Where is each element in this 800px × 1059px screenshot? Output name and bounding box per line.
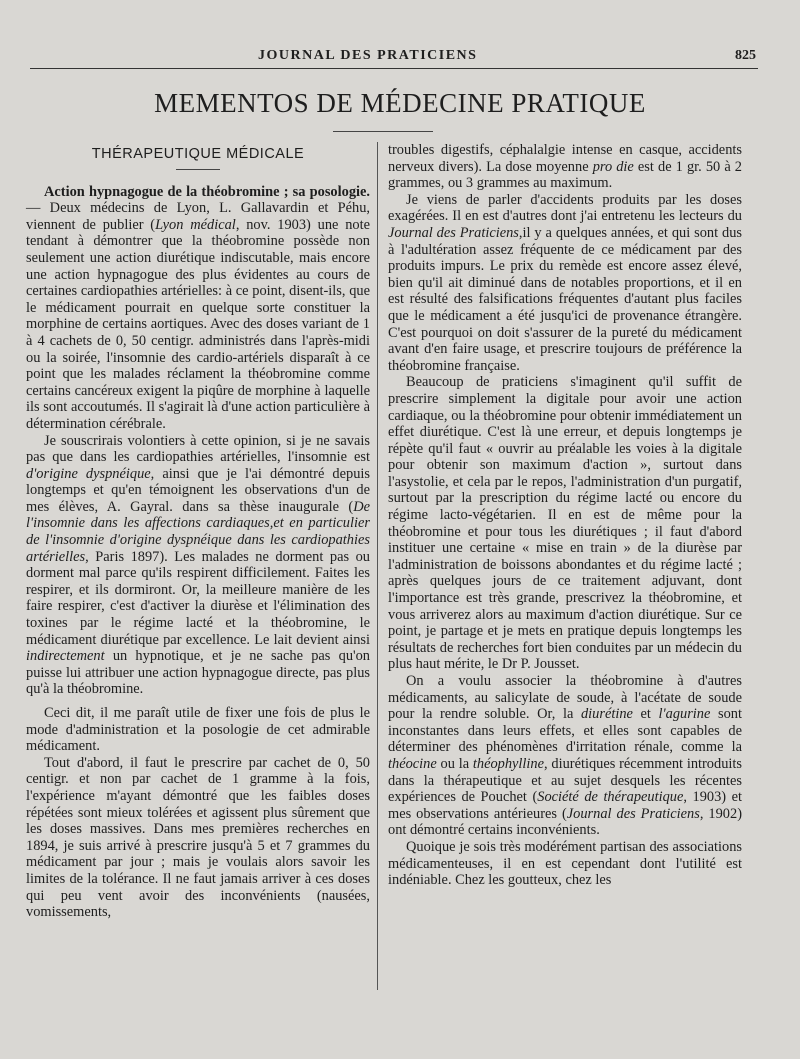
main-title: MEMENTOS DE MÉDECINE PRATIQUE [154,88,646,118]
paragraph-8: Quoique je sois très modérément partisan des associations médicamenteuses, il en est cependant dont l'utilité est indéniable. Chez les goutteux, chez les [388,838,742,889]
citation: De l'insomnie dans les affections cardiaques,et en particulier de l'insomnie d'origine dyspnéique dans les cardiopathies artérielles [26,498,370,565]
section-title: THÉRAPEUTIQUE MÉDICALE [91,146,305,162]
citation: Lyon médical [155,216,236,233]
left-column [26,146,370,921]
paragraph-7: On a voulu associer la théobromine à d'autres médicaments, au salicylate de soude, à l'acétate de soude pour la rendre soluble. Or, la diurétine et l'agurine sont inconstantes dans leurs effets, et elles sont capables de déterminer des phénomènes d'irritation rénale, comme la théocine ou la théophylline, diurétiques récemment introduits dans la thérapeutique et au sujet desquels les récentes expériences de Pouchet (Société de thérapeutique, 1903) et mes observations antérieures (Journal des Praticiens, 1902) ont démontré certains inconvénients. [388,673,742,839]
citation: Journal des Praticiens [566,805,700,822]
paragraph-6: Beaucoup de praticiens s'imaginent qu'il suffit de prescrire simplement la digitale pour avoir une action cardiaque, ou la théobromine pour obtenir immédiatement un effet diurétique. C'est là une erreur, et depuis longtemps je répète qu'il faut « ouvrir au préalable les voies à la digitale pour obtenir son maximum d'action », surtout dans l'asystolie, et cela par le repos, l'administration d'un purgatif, surtout par la prescription du régime lacté ou encore du régime lacto-végétarien. Il en est de même pour la théobromine et pour tous les diurétiques ; il faut d'abord instituer une certaine « mise en train » de la diurèse par l'administration de boissons abondantes et du régime lacté ; après quelques jours de ce traitement adjuvant, dont l'importance est très grande, prescrivez la théobromine, et vous arriverez alors au maximum d'action diurétique. Sur ce point, je partage et je mets en pratique depuis longtemps les résultats de recherches fort bien conduites par un médecin du plus haut mérite, le Dr P. Jousset. [388,374,742,673]
paragraph-4: Tout d'abord, il faut le prescrire par cachet de 0, 50 centigr. et non par cachet de 1 gramme à la fois, l'expérience m'ayant démontré que les faibles doses répétées sont mieux tolérées et agissent plus sûrement que les doses massives. Dans mes premières recherches en 1894, je suis arrivé à prescrire jusqu'à 5 et 7 grammes du médicament par jour ; mais je voulais alors savoir les limites de la tolérance. Il ne faut jamais arriver à ces doses qui peu vent avoir des inconvénients (nausées, vomissements, [26,754,370,921]
citation: Société de thérapeutique [537,789,684,806]
page-number: 825 [735,48,756,63]
section-rule [176,169,220,170]
paragraph-1: Action hypnagogue de la théobromine ; sa posologie. — Deux médecins de Lyon, L. Gallavardin et Péhu, viennent de publier (Lyon médical, nov. 1903) une note tendant à démontrer que la théobromine possède non seulement une action diurétique indiscutable, mais encore une action hypnagogue des plus évidentes au cours de certaines cardiopathies artérielles: à ce point, disent-ils, que le médicament pourrait en quelque sorte constituer la morphine de certains aortiques. Avec des doses variant de 1 à 4 cachets de 0, 50 centigr. administrés dans l'après-midi ou la soirée, l'insomnie des cardio-artériels disparaît à ce point que les malades réclament la théobromine comme certains cancéreux exigent la piqûre de morphine à laquelle ils sont accoutumés. Il s'agirait là d'une action particulière à détermination cérébrale. [26,183,370,432]
title-rule [333,131,433,132]
paragraph-3: Ceci dit, il me paraît utile de fixer une fois de plus le mode d'administration et la posologie de cet admirable médicament. [26,705,370,755]
column-divider [377,142,378,990]
paragraph-continued: troubles digestifs, céphalalgie intense en casque, accidents nerveux divers). La dose moyenne pro die est de 1 gr. 50 à 2 grammes, ou 3 grammes au maximum. [388,142,743,192]
paragraph-heading: Action hypnagogue de la théobromine ; sa posologie. [44,183,370,200]
running-head [30,44,758,69]
right-column [388,142,742,889]
paragraph-5: Je viens de parler d'accidents produits par les doses exagérées. Il en est d'autres dont j'ai entretenu les lecteurs du Journal des Praticiens,il y a quelques années, et qui sont dus à l'adultération assez fréquente de ce médicament par des produits impurs. Le prix du remède est encore assez élevé, bien qu'il ait diminué dans de notables proportions, et il en est résulté des falsifications fréquentes d'autant plus faciles que le médicament a été jusqu'ici de provenance étrangère. C'est pourquoi on doit s'assurer de la pureté du médicament avant d'en faire usage, et prescrire toujours de préférence la théobromine française. [388,191,743,374]
citation: Journal des Praticiens [388,224,519,241]
paragraph-2: Je souscrirais volontiers à cette opinion, si je ne savais pas que dans les cardiopathies artérielles, l'insomnie est d'origine dyspnéique, ainsi que je l'ai démontré depuis longtemps et qu'en témoignent les observations d'un de mes élèves, A. Gayral. dans sa thèse inaugurale (De l'insomnie dans les affections cardiaques,et en particulier de l'insomnie d'origine dyspnéique dans les cardiopathies artérielles, Paris 1897). Les malades ne dorment pas ou dorment mal parce qu'ils respirent difficilement. Faites les respirer, et ils dormiront. Or, la meilleure manière de les faire respirer, c'est d'activer la diurèse et l'élimination des toxines par le régime lacté et la théobromine, le médicament diurétique par excellence. Le lait devient ainsi indirectement un hypnotique, et je ne sache pas qu'on puisse lui attribuer une action hypnagogue directe, pas plus qu'à la théobromine. [26,432,370,698]
journal-name: JOURNAL DES PRATICIENS [258,48,478,63]
